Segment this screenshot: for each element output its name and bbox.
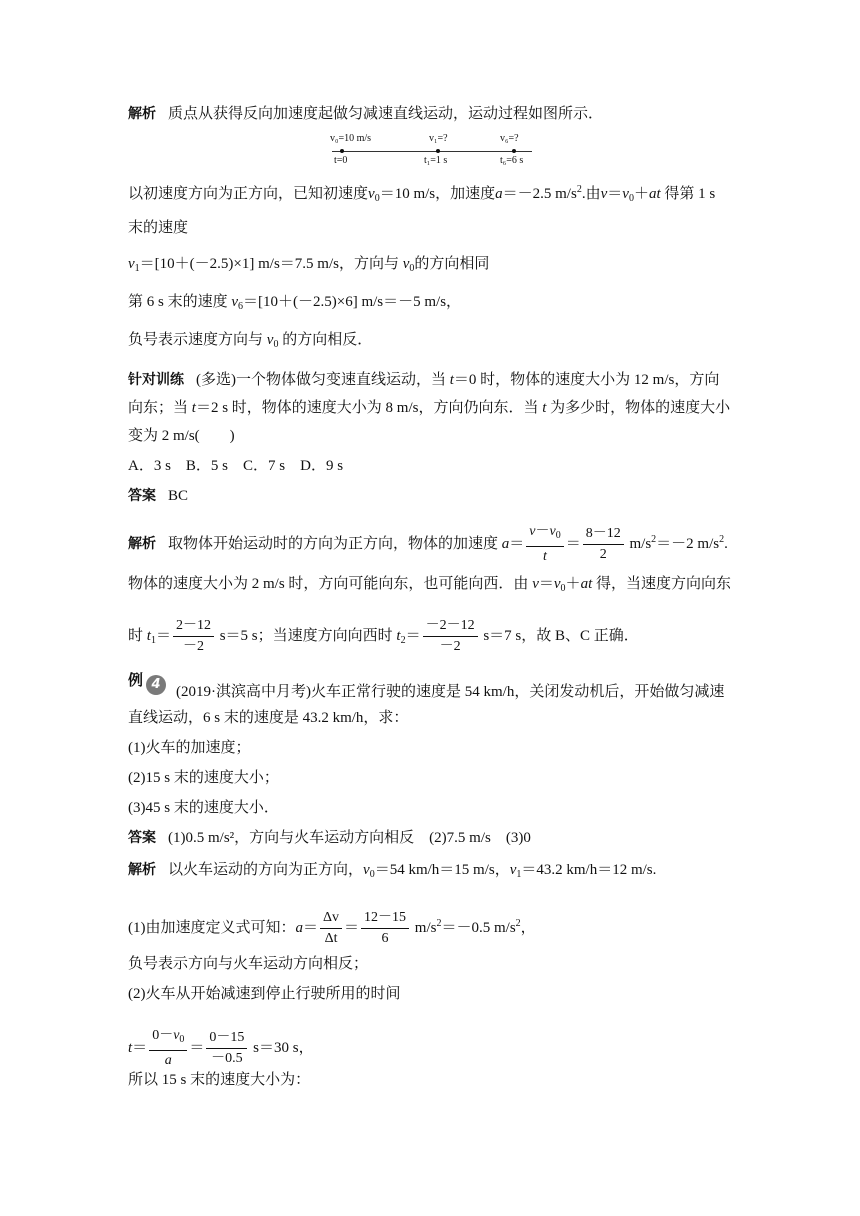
text-line: (2)火车从开始减速到停止行驶所用的时间 <box>128 986 401 1002</box>
text-line: (1)由加速度定义式可知：a＝ $\frac{\Delta v}{\Delta t}$ ＝ $\frac{12-15}{6}$ $m/s^2=-0.5$ $m/s^2$， <box>128 908 536 949</box>
text-line: 以初速度方向为正方向，已知初速度$v_0=10$ m/s，加速度a＝－2.5 $m/s^2$.由$v=v_0+at$ 得第 1 s <box>128 184 716 204</box>
answer-label: 答案 <box>128 830 156 846</box>
options-line: A．3 s B．5 s C．7 s D．9 s <box>128 458 344 474</box>
training-line: 针对训练 (多选)一个物体做匀变速直线运动，当 t＝0 时，物体的速度大小为 12 m/s，方向 <box>128 372 720 388</box>
t6-label: t₆=6 s <box>500 155 524 166</box>
point-t0 <box>340 149 344 153</box>
v6-label: v₆=? <box>500 133 519 144</box>
text-line: 所以 15 s 末的速度大小为： <box>128 1072 311 1088</box>
training-label: 针对训练 <box>128 372 184 388</box>
point-t6 <box>512 149 516 153</box>
fraction: $\frac{0-15}{-0.5}$ <box>206 1028 247 1069</box>
fraction: $\frac{-2-12}{-2}$ <box>423 616 478 657</box>
t0-label: t=0 <box>334 155 348 166</box>
text-line: 变为 2 m/s( ) <box>128 428 235 444</box>
text-line: 负号表示方向与火车运动方向相反； <box>128 956 369 972</box>
track-line <box>332 151 532 152</box>
text-line: (2019·淇滨高中月考)火车正常行驶的速度是 54 km/h，关闭发动机后，开始做匀减速 <box>176 684 725 700</box>
example-heading <box>128 670 166 695</box>
text-line: t＝ $\frac{0-v_0}{a}$ ＝ $\frac{0-15}{-0.5}$ s＝30 s， <box>128 1026 314 1071</box>
analysis-label: 解析 <box>128 535 156 552</box>
answer-value: (1)0.5 m/s²，方向与火车运动方向相反 (2)7.5 m/s (3)0 <box>168 830 531 846</box>
fraction: $\frac{2-12}{-2}$ <box>173 616 214 657</box>
text-line: 负号表示速度方向与 $v_0$ 的方向相反． <box>128 332 373 350</box>
motion-diagram <box>326 133 536 169</box>
text-line: 末的速度 <box>128 220 189 236</box>
v1-label: v₁=? <box>429 133 448 144</box>
question-item: (1)火车的加速度； <box>128 740 251 756</box>
t1-label: t₁=1 s <box>424 155 448 166</box>
text-line: 向东；当 t＝2 s 时，物体的速度大小为 8 m/s，方向仍向东．当 t 为多少时，物体的速度大小 <box>128 400 731 416</box>
fraction: $\frac{12-15}{6}$ <box>361 908 409 949</box>
analysis-text: 质点从获得反向加速度起做匀减速直线运动，运动过程如图所示． <box>168 106 604 122</box>
analysis-line-1 <box>128 104 603 124</box>
text-line: 第 6 s 末的速度 $v_6=[10+(-2.5)\times 6]$ m/s＝－5 m/s， <box>128 294 462 312</box>
point-t1 <box>436 149 440 153</box>
text-line: 直线运动，6 s 末的速度是 43.2 km/h，求： <box>128 710 409 726</box>
v0-label: v₀=10 m/s <box>330 133 372 144</box>
example-label: 例 <box>128 671 144 689</box>
answer-line <box>128 486 188 506</box>
question-item: (3)45 s 末的速度大小． <box>128 800 279 816</box>
text-line: 时 $t_1=$ $\frac{2-12}{-2}$ s＝5 s；当速度方向向西时 $t_2=$ $\frac{-2-12}{-2}$ s＝7 s，故 B、C 正确． <box>128 616 639 657</box>
fraction: $\frac{0-v_0}{a}$ <box>149 1026 187 1071</box>
analysis-label: 解析 <box>128 106 156 122</box>
example-number-badge: 4 <box>146 675 166 695</box>
question-item: (2)15 s 末的速度大小； <box>128 770 279 786</box>
answer-line <box>128 828 531 848</box>
fraction: $\frac{v-v_0}{t}$ <box>526 522 563 567</box>
analysis-line-2: 解析 取物体开始运动时的方向为正方向，物体的加速度 a＝ $\frac{v-v_0}{t}$ ＝ $\frac{8-12}{2}$ $m/s^2=-2$ $m/s^2$. <box>128 522 728 567</box>
analysis-line-3: 解析 以火车运动的方向为正方向，$v_0=54$ km/h＝15 m/s，$v_1=43.2$ km/h＝12 m/s. <box>128 862 657 880</box>
fraction: $\frac{\Delta v}{\Delta t}$ <box>320 908 342 949</box>
fraction: $\frac{8-12}{2}$ <box>583 524 624 565</box>
answer-label: 答案 <box>128 488 156 504</box>
text-line: $v_1=[10+(-2.5)\times 1]$ m/s＝7.5 m/s，方向与 $v_0$的方向相同 <box>128 256 490 274</box>
text-line: 物体的速度大小为 2 m/s 时，方向可能向东，也可能向西．由 $v=v_0+at$ 得，当速度方向向东 <box>128 576 731 594</box>
answer-value: BC <box>168 488 189 504</box>
analysis-label: 解析 <box>128 862 156 878</box>
